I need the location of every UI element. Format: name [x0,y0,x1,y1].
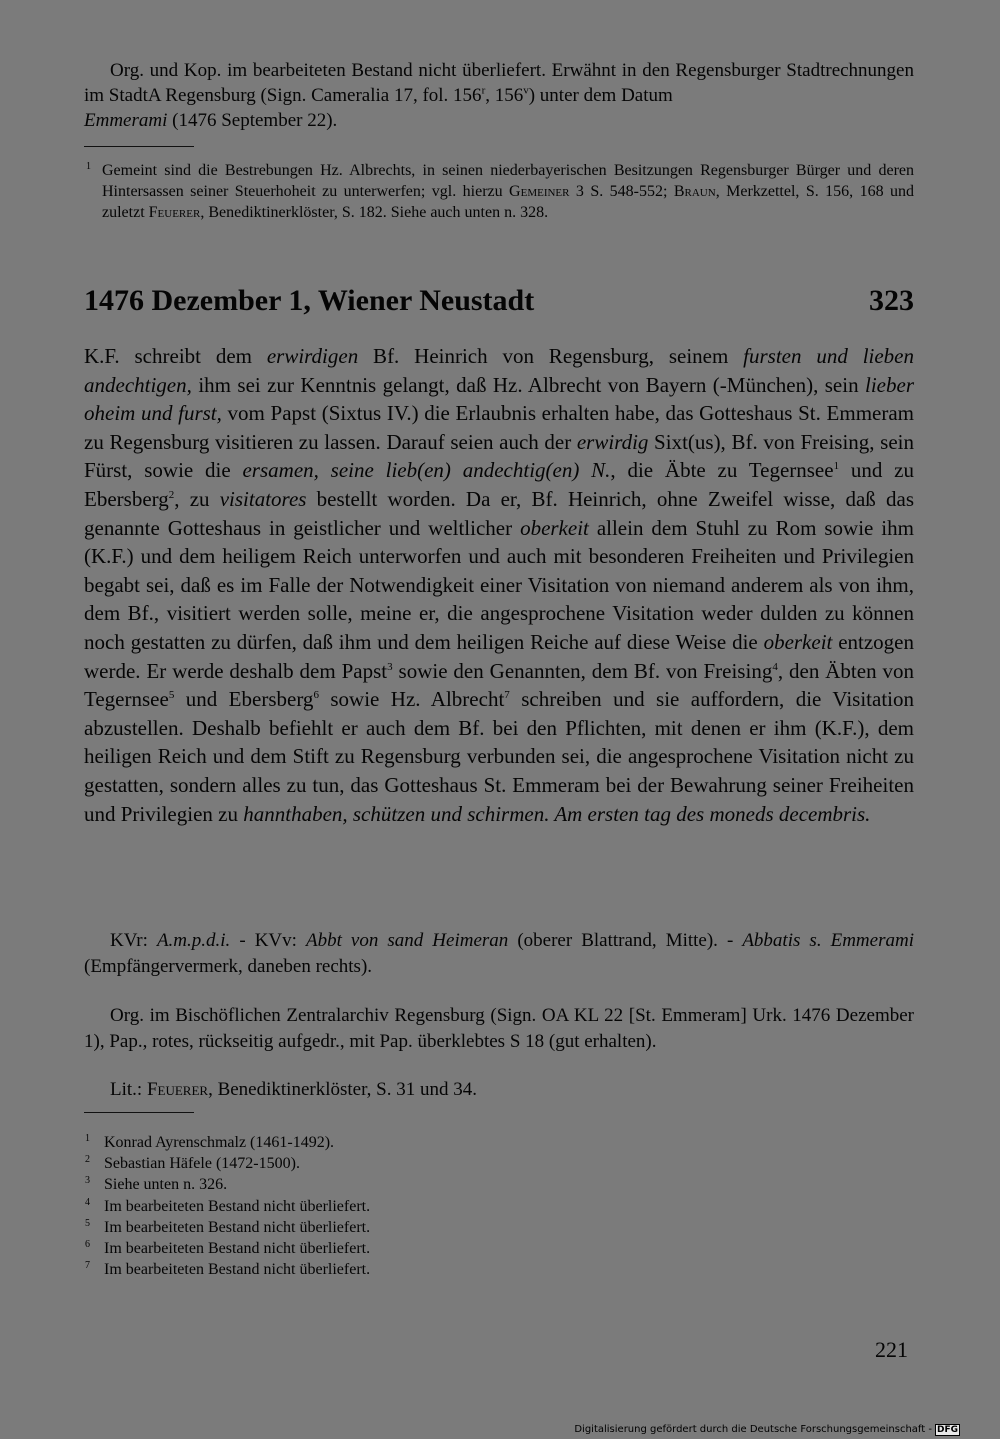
document-number: 323 [869,284,914,317]
quoted-term: lieber oheim und furst, [84,372,914,426]
quoted-term: erwirdigen [266,344,359,368]
body-text: entzogen werde. Er werde deshalb dem Papst [84,629,914,683]
author-name: Gemeiner [509,183,570,200]
intro-text: , 156 [485,85,524,106]
dfg-logo: DFG [936,1425,958,1435]
footnote-mark: 7 [85,1260,90,1272]
top-footnote [84,160,914,223]
footnote-text: 3 S. 548-552; [569,183,674,200]
footnote-text: Im bearbeiteten Bestand nicht überliefert. [104,1218,371,1236]
body-text: schreiben und sie auffordern, die Visitation abzustellen. Deshalb befiehlt er auch dem Bf. bei den Pflichten, mit denen er ihm (K.F.), dem heiligen Reich und dem Stift zu Regensburg verbunden sei, die angesprochene Visitation nicht zu gestatten, sondern alles zu tun, das Gotteshaus St. Emmeram bei der Bewahrung seiner Freiheiten und Privilegien zu [84,687,915,826]
footnote-item [84,1238,914,1259]
quoted-term: Abbt von sand Heimeran [305,930,509,951]
intro-text: ) unter dem Datum [528,85,673,106]
footnote-divider [84,146,194,147]
italic-term: Emmerami [84,110,168,131]
body-text: und zu Ebersberg [84,458,914,511]
footnote-mark: 5 [85,1217,90,1229]
superscript: r [481,84,486,97]
lit-text: , Benediktinerklöster, S. 31 und 34. [208,1079,477,1100]
body-text: Bf. Heinrich von Regensburg, seinem [358,344,744,368]
footnote-ref: 5 [168,689,175,702]
footnote-text: , Benediktinerklöster, S. 182. Siehe auch unten n. 328. [200,204,549,221]
body-text: , zu [174,486,220,511]
lit-text: Lit.: [110,1079,147,1100]
body-text: Sixt(us), Bf. von Freising, sein Fürst, sowie die [84,429,914,483]
footnote-ref: 2 [168,488,175,501]
quoted-term: Abbatis s. Emmerami [742,930,914,951]
footnote-item [84,1196,914,1217]
quoted-term: fursten und lieben andechtigen, [84,344,915,397]
footnote-divider [84,1112,194,1113]
footer-text: Digitalisierung gefördert durch die Deutsche Forschungsgemeinschaft - [574,1424,932,1435]
quoted-term: visitatores [219,486,307,511]
kv-text: (oberer Blattrand, Mitte). - [508,930,743,951]
footnote-mark: 6 [85,1239,90,1251]
author-name: Braun [673,183,716,200]
document-heading [84,284,914,324]
author-name: Feuerer [146,1079,209,1100]
body-text: K.F. schreibt dem [84,344,267,368]
footnote-mark: 1 [85,1133,90,1144]
quoted-term: ersamen, seine lieb(en) andechtig(en) N. [242,458,611,483]
footnote-ref: 4 [772,660,778,673]
footnote-ref: 6 [313,689,319,702]
footnote-mark: 3 [85,1175,90,1187]
literature-note [84,1077,914,1103]
kv-text: (Empfängervermerk, daneben rechts). [84,956,373,977]
quoted-term: hannthaben, schützen und schirmen. Am ersten tag des moneds decembris. [243,801,871,826]
body-text: sowie Hz. Albrecht [318,687,505,712]
body-text: und Ebersberg [174,687,314,712]
footnote-mark: 2 [85,1154,90,1166]
body-text: allein dem Stuhl zu Rom sowie ihm (K.F.) und dem heiligem Reich unterworfen und auch mit besonderen Freiheiten und Privilegien begabt sei, daß es im Falle der Notwendigkeit einer Visitation von niemand anderem als von ihm, dem Bf., visitiert werden solle, meine er, die angesprochene Visitation weder dulden zu können noch gestatten zu dürfen, daß ihm und dem heiligen Reiche auf diese Weise die [84,515,914,654]
heading-title: 1476 Dezember 1, Wiener Neustadt [84,284,535,317]
footnote-text: Im bearbeiteten Bestand nicht überliefert. [104,1261,371,1279]
body-text: sowie den Genannten, dem Bf. von Freising [392,658,773,683]
superscript: v [523,84,529,97]
footnote-ref: 1 [833,460,840,473]
footnote-mark: 4 [85,1196,90,1208]
author-name: Feuerer [148,204,201,221]
footnote-ref: 3 [387,660,393,673]
footnote-text: Konrad Ayrenschmalz (1461-1492). [104,1134,335,1151]
footnote-text: Siehe unten n. 326. [104,1176,228,1194]
footnote-item [84,1259,914,1280]
endorsement-note [84,928,914,980]
footnote-text: , Merkzettel, S. 156, 168 und zuletzt [102,183,914,221]
kv-text: - KVv: [230,930,306,951]
intro-text: (1476 September 22). [167,110,338,131]
regest-body [84,342,914,828]
intro-paragraph [84,58,914,133]
body-text: bestellt worden. Da er, Bf. Heinrich, ohne Zweifel wisse, daß das genannte Gotteshaus in geistlicher und weltlicher [84,486,914,540]
footnote-text: Gemeint sind die Bestrebungen Hz. Albrechts, in seinen niederbayerischen Besitzungen Regensburger Bürger und deren Hintersassen seiner Steuerhoheit zu unterwerfen; vgl. hierzu [102,162,914,200]
footnote-item [84,1174,914,1195]
quoted-term: A.m.p.d.i. [156,930,231,951]
body-text: vom Papst (Sixtus IV.) die Erlaubnis erhalten habe, das Gotteshaus St. Emmeram zu Regensburg visitieren zu lassen. Darauf seien auch der [84,401,915,454]
footnote-item [84,1217,914,1238]
footnote-ref: 7 [504,689,510,702]
footnote-item [84,1132,914,1153]
footnote-text: Im bearbeiteten Bestand nicht überliefert. [104,1197,371,1215]
quoted-term: erwirdig [576,429,649,454]
kv-text: KVr: [110,930,157,951]
body-text: , den Äbten von Tegernsee [84,658,914,712]
body-text: ihm sei zur Kenntnis gelangt, daß Hz. Albrecht von Bayern (-München), sein [191,372,866,397]
body-text: , die Äbte zu Tegernsee [610,458,834,483]
funding-footer [574,1424,960,1436]
footnote-item [84,1153,914,1174]
page-number: 221 [875,1337,908,1362]
footnote-list [84,1132,914,1280]
footnote-mark: 1 [86,161,91,172]
intro-text: Org. und Kop. im bearbeiteten Bestand nicht überliefert. Erwähnt in den Regensburger Stadtrechnungen im StadtA Regensburg (Sign. Cameralia 17, fol. 156 [84,60,914,106]
footnote-text: Im bearbeiteten Bestand nicht überliefert. [104,1240,371,1258]
archive-note: Org. im Bischöflichen Zentralarchiv Regensburg (Sign. OA KL 22 [St. Emmeram] Urk. 1476 Dezember 1), Pap., rotes, rückseitig aufgedr., mit Pap. überklebtes S 18 (gut erhalten). [84,1005,914,1052]
quoted-term: oberkeit [520,515,589,540]
footnote-text: Sebastian Häfele (1472-1500). [104,1155,300,1173]
quoted-term: oberkeit [763,629,833,654]
